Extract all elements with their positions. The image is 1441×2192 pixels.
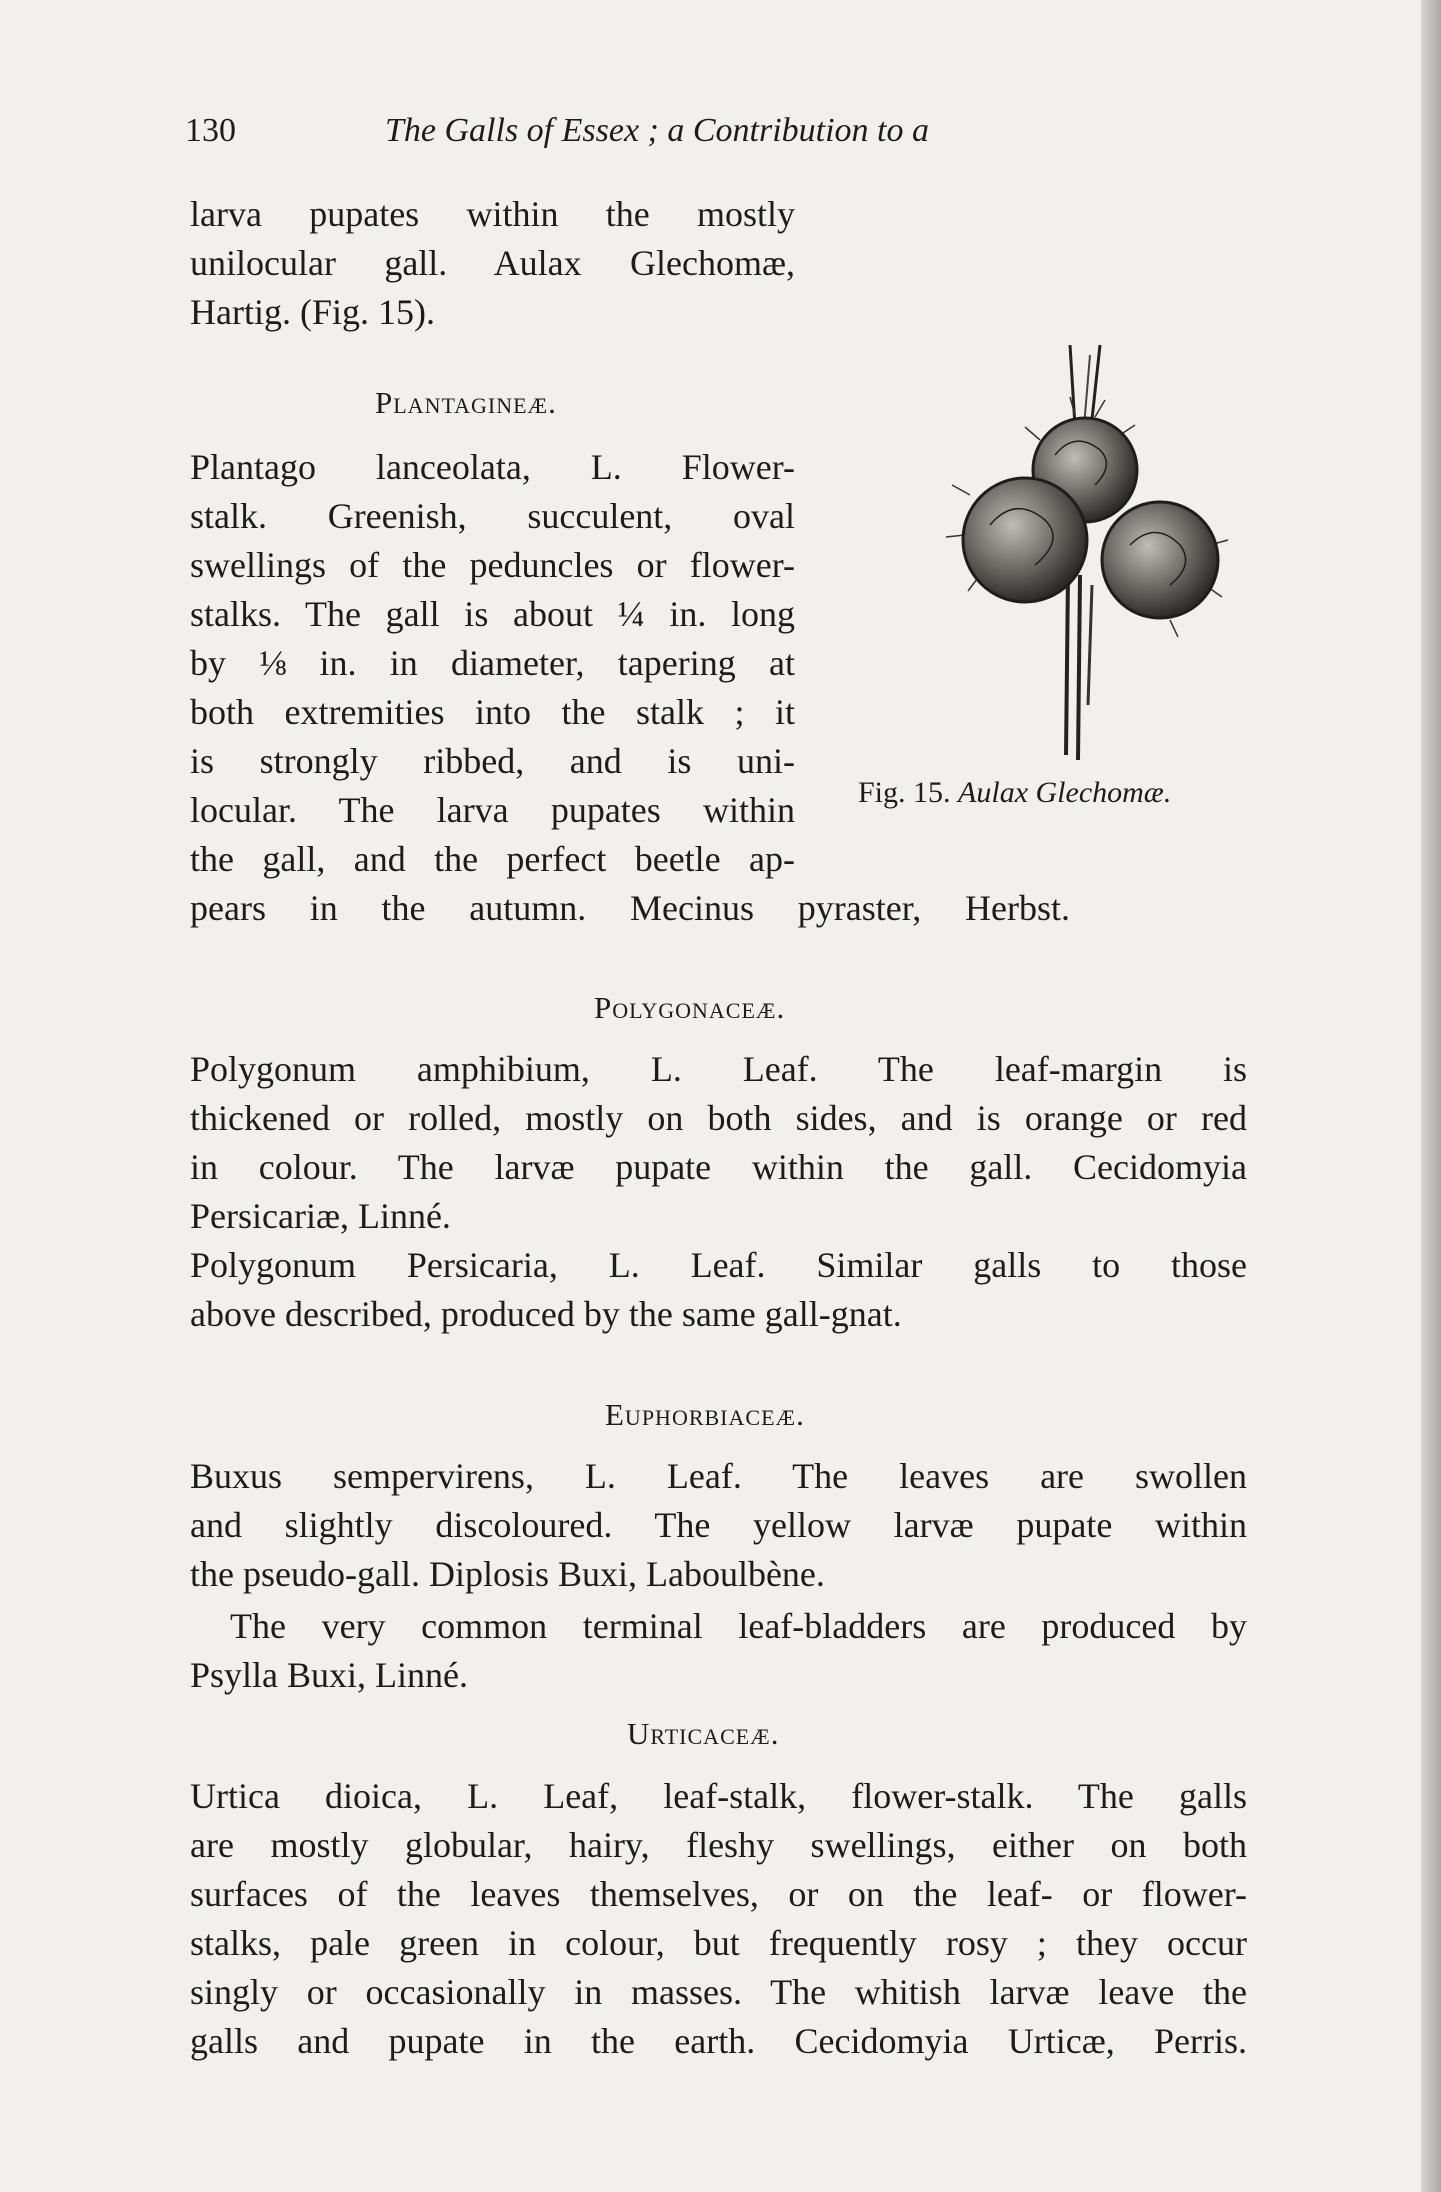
text-line: both extremities into the stalk ; it — [190, 692, 795, 732]
text-line: by ⅛ in. in diameter, tapering at — [190, 643, 795, 683]
text-line: is strongly ribbed, and is uni- — [190, 741, 795, 781]
text-line: Buxus sempervirens, L. Leaf. The leaves are swollen — [190, 1456, 1247, 1496]
text-line: surfaces of the leaves themselves, or on the leaf- or flower- — [190, 1874, 1247, 1914]
gall-illustration — [920, 345, 1240, 765]
text-line: Plantago lanceolata, L. Flower- — [190, 447, 795, 487]
gall-illustration-svg — [920, 345, 1240, 765]
text-line: Polygonum Persicaria, L. Leaf. Similar galls to those — [190, 1245, 1247, 1285]
page-number: 130 — [185, 112, 236, 149]
text-line: and slightly discoloured. The yellow larvæ pupate within — [190, 1505, 1247, 1545]
text-line: singly or occasionally in masses. The whitish larvæ leave the — [190, 1972, 1247, 2012]
section-heading-plantagineae: Plantagineæ. — [375, 385, 557, 420]
running-title: The Galls of Essex ; a Contribution to a — [385, 112, 929, 149]
section-heading-urticaceae: Urticaceæ. — [627, 1716, 780, 1751]
text-line: the pseudo-gall. Diplosis Buxi, Laboulbène. — [190, 1554, 825, 1594]
text-line: thickened or rolled, mostly on both sides, and is orange or red — [190, 1098, 1247, 1138]
text-line: swellings of the peduncles or flower- — [190, 545, 795, 585]
text-line: The very common terminal leaf-bladders are produced by — [230, 1606, 1247, 1646]
text-line: larva pupates within the mostly — [190, 194, 795, 234]
text-line: in colour. The larvæ pupate within the gall. Cecidomyia — [190, 1147, 1247, 1187]
text-line: Persicariæ, Linné. — [190, 1196, 451, 1236]
text-line: stalks, pale green in colour, but frequently rosy ; they occur — [190, 1923, 1247, 1963]
text-line: Polygonum amphibium, L. Leaf. The leaf-margin is — [190, 1049, 1247, 1089]
text-line: galls and pupate in the earth. Cecidomyia Urticæ, Perris. — [190, 2021, 1247, 2061]
text-line: unilocular gall. Aulax Glechomæ, — [190, 243, 795, 283]
section-heading-euphorbiaceae: Euphorbiaceæ. — [605, 1397, 805, 1432]
figure-caption — [858, 776, 1171, 810]
text-line: the gall, and the perfect beetle ap- — [190, 839, 795, 879]
text-line: are mostly globular, hairy, fleshy swellings, either on both — [190, 1825, 1247, 1865]
text-line: above described, produced by the same gall-gnat. — [190, 1294, 902, 1334]
text-line: Psylla Buxi, Linné. — [190, 1655, 468, 1695]
text-line: stalks. The gall is about ¼ in. long — [190, 594, 795, 634]
text-line: Hartig. (Fig. 15). — [190, 292, 435, 332]
section-heading-polygonaceae: Polygonaceæ. — [594, 990, 786, 1025]
page-edge-shadow — [1421, 0, 1441, 2192]
figure-caption-name: Aulax Glechomæ. — [958, 776, 1172, 809]
text-line: stalk. Greenish, succulent, oval — [190, 496, 795, 536]
figure-caption-number: Fig. 15. — [858, 776, 951, 809]
text-line: locular. The larva pupates within — [190, 790, 795, 830]
text-line: Urtica dioica, L. Leaf, leaf-stalk, flower-stalk. The galls — [190, 1776, 1247, 1816]
page-header — [185, 112, 1255, 162]
text-line: pears in the autumn. Mecinus pyraster, Herbst. — [190, 888, 1070, 928]
